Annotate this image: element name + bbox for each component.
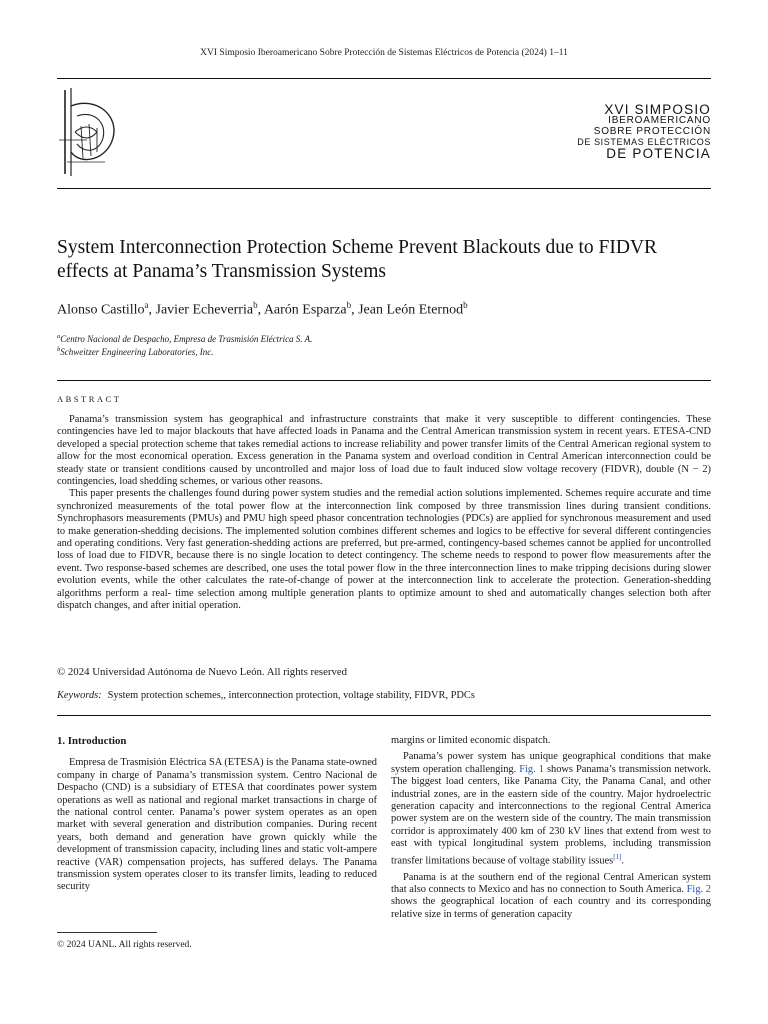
abstract-body: [57, 414, 711, 613]
author-sep: ,: [148, 302, 156, 318]
para3-text-b: shows the geographical location of each country and its corresponding relative size in terms of generation capacity: [391, 896, 711, 920]
keywords-label: Keywords:: [57, 690, 102, 701]
symposium-line-5: DE POTENCIA: [606, 146, 711, 161]
abstract-heading: ABSTRACT: [57, 394, 122, 404]
figure-2-link[interactable]: Fig. 2: [686, 883, 711, 895]
author-sup: b: [346, 300, 352, 310]
intro-paragraph-1: Empresa de Trasmisión Eléctrica SA (ETESA) is the Panama state-owned company in charge of Panama’s transmission system. Centro Nacional de Despacho (CND) is a subsidiary of ETESA that coordinates power system operations as well as national and regional market transactions in charge of the national control center. Panama’s power system operates as an open market with several generation and distribution companies. During recent years, both demand and generation have grown quickly while the development of transmission capacity, including lines and static volt-ampere reactive (VAR) compensation projects, has suffered delays. The Panama transmission system operates closer to its transfer limits, leading to reduced security: [57, 757, 377, 893]
university-logo-icon: [57, 86, 127, 178]
footnote-rule: [57, 932, 157, 933]
keywords-text: System protection schemes,, interconnection protection, voltage stability, FIDVR, PDCs: [107, 690, 475, 701]
affiliation-sup: b: [57, 346, 61, 353]
affiliation-text: Centro Nacional de Despacho, Empresa de Trasmisión Eléctrica S. A.: [60, 334, 313, 344]
paper-title-line-2: effects at Panama’s Transmission Systems: [57, 261, 386, 282]
footnote: © 2024 UANL. All rights reserved.: [57, 940, 192, 950]
body-top-rule: [57, 715, 711, 716]
para2-text-c: .: [621, 855, 624, 867]
author-sep: ,: [351, 302, 359, 318]
affiliation: [57, 333, 312, 344]
copyright-line: © 2024 Universidad Autónoma de Nuevo León. All rights reserved: [57, 666, 348, 678]
affiliation: [57, 346, 213, 357]
symposium-line-2: IBEROAMERICANO: [608, 115, 711, 126]
affiliation-sup: a: [57, 333, 61, 340]
figure-1-link[interactable]: Fig. 1: [519, 763, 544, 775]
paper-title: [57, 236, 717, 284]
symposium-logo: [577, 104, 711, 159]
abstract-paragraph-2: This paper presents the challenges found during power system studies and the remedial action solutions implemented. Schemes require accurate and time synchronized measurements of the total power flow at the interconnection link composed by three transmission lines during transient conditions. Synchrophasors measurements (PMUs) and PMU high speed phasor concentration technologies (PDCs) are applied for synchronous measurement and used to make generation-shedding decisions. The implemented solution combines different schemes and logics to be effective for several different contingencies and operating conditions. Very fast generation-shedding actions are preferred, but pre-armed, contingency-based schemes cannot be applied for uncontrolled loss of load due to FIDVR, because there is no single location to detect contingency. The scheme needs to respond to power flow measurements after the event. Two response-based schemes are described, one uses the total power flow in the three interconnection lines to make tripping decisions during slower evolution events, while the other calculates the rate-of-change of power at the interconnection link to accelerate the protection. Generation-shedding algorithms perform a real- time selection among multiple generation plants to optimize amount to shed and automatically changes selection both after dispatch changes, and after initial operation.: [57, 488, 711, 612]
author: Aarón Esparza: [263, 302, 347, 318]
paper-title-line-1: System Interconnection Protection Scheme Prevent Blackouts due to FIDVR: [57, 237, 658, 258]
abstract-top-rule: [57, 380, 711, 381]
para2-text-b: shows Panama’s transmission network. The biggest load centers, like Panama City, the Panama Canal, and other industrial zones, are in the eastern side of the country. Major hydroelectric generation capacity and interconnections to the regional Central America power system are on the western side of the country. The main transmission corridor is approximately 400 km of 230 kV lines that extend from west to east with typical longitudinal system problems, including transmission transfer limitations because of voltage stability issues: [391, 763, 712, 867]
citation-1-link[interactable]: [1]: [613, 852, 622, 861]
affiliation-text: Schweitzer Engineering Laboratories, Inc.: [60, 347, 214, 357]
symposium-line-3: SOBRE PROTECCIÓN: [593, 126, 711, 137]
author-sup: b: [463, 300, 468, 310]
author: Jean León Eternod: [358, 302, 464, 318]
title-top-rule: [57, 188, 711, 189]
author: Alonso Castillo: [57, 302, 145, 318]
author-sup: a: [144, 300, 149, 310]
author-list: [57, 300, 468, 319]
symposium-line-1: XVI SIMPOSIO: [604, 102, 711, 117]
abstract-paragraph-1: Panama’s transmission system has geographical and infrastructure constraints that make it very susceptible to different contingencies. These contingencies have led to major blackouts that have affected loads in Panama and the Central American transmission system in recent years. ETESA-CND developed a special protection scheme that takes remedial actions to increase reliability and power transfer limits of the Central American regional system to allow for the most economical operation. Excess generation in the Panama system and overload condition in Central American interconnection could be steady state or transient conditions caused by uncontrolled and major loss of load due to fault induced slow voltage recovery (FIDVR), double (N − 2) contingencies, load shedding schemes, or various other reasons.: [57, 414, 711, 488]
para3-text-a: Panama is at the southern end of the regional Central American system that also connects to Mexico and has no connection to South America.: [391, 871, 711, 895]
running-header: XVI Simposio Iberoamericano Sobre Protección de Sistemas Eléctricos de Potencia (2024) 1–11: [200, 48, 568, 58]
header-rule: [57, 78, 711, 79]
author: Javier Echeverria: [155, 302, 254, 318]
intro-paragraph-3: [391, 872, 711, 922]
left-column: [57, 735, 377, 894]
symposium-line-4: DE SISTEMAS ELÉCTRICOS: [577, 137, 711, 147]
author-sup: b: [253, 300, 258, 310]
keywords-line: [57, 690, 475, 701]
section-heading: 1. Introduction: [57, 735, 127, 747]
intro-continued: margins or limited economic dispatch.: [391, 735, 551, 746]
author-sep: ,: [257, 302, 264, 318]
right-column: [391, 735, 711, 921]
para2-text-a: Panama’s power system has unique geographical conditions that make system operation challenging.: [391, 751, 711, 775]
intro-paragraph-2: [391, 751, 711, 867]
